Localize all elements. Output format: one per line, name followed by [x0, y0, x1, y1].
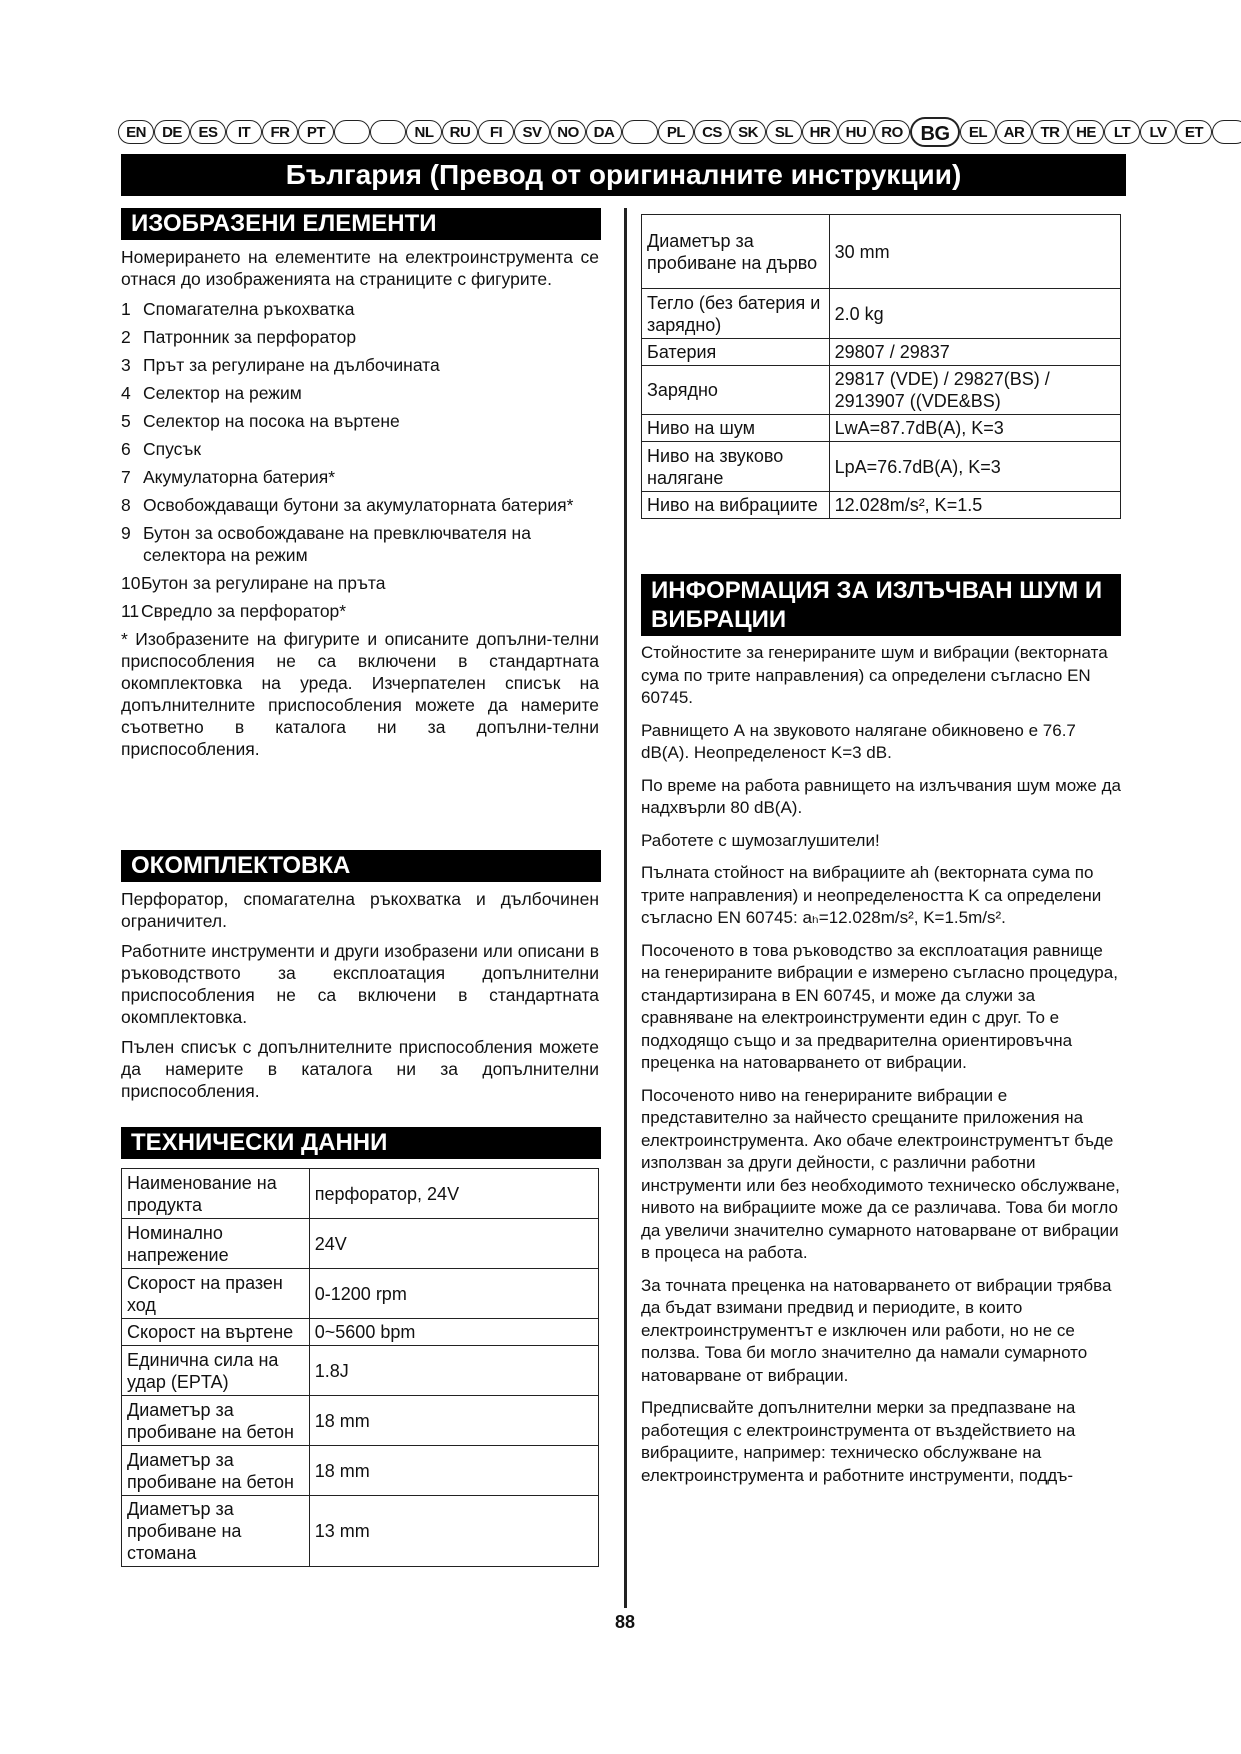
language-tab-nl[interactable]: NL	[406, 120, 442, 144]
page-number: 88	[614, 1612, 636, 1632]
table-row	[122, 1496, 599, 1567]
table-row	[122, 1346, 599, 1396]
section-heading-noise: ИНФОРМАЦИЯ ЗА ИЗЛЪЧВАН ШУМ И ВИБРАЦИИ	[641, 574, 1121, 636]
list-item	[121, 326, 599, 348]
language-tab-el[interactable]: EL	[960, 120, 996, 144]
language-tab-da[interactable]: DA	[586, 120, 622, 144]
spec-value: 24V	[309, 1219, 598, 1269]
item-number: 2	[121, 327, 131, 347]
item-text: Спомагателна ръкохватка	[143, 299, 355, 319]
language-tab-lt[interactable]: LT	[1104, 120, 1140, 144]
language-tab-ro[interactable]: RO	[874, 120, 910, 144]
list-item	[121, 298, 599, 320]
spec-label: Ниво на шум	[642, 415, 830, 442]
item-text: Патронник за перфоратор	[143, 327, 357, 347]
elements-list	[121, 298, 599, 622]
language-tab-blank[interactable]	[622, 120, 658, 144]
list-item	[121, 410, 599, 432]
kit-paragraph: Перфоратор, спомагателна ръкохватка и дълбочинен ограничител.	[121, 889, 599, 931]
language-tab-it[interactable]: IT	[226, 120, 262, 144]
spec-label: Наименование на продукта	[122, 1169, 310, 1219]
language-tab-fi[interactable]: FI	[478, 120, 514, 144]
language-tab-blank[interactable]	[334, 120, 370, 144]
spec-value: 30 mm	[829, 215, 1120, 289]
item-number: 8	[121, 495, 131, 515]
column-divider	[624, 208, 627, 1608]
language-tab-lv[interactable]: LV	[1140, 120, 1176, 144]
tech-table-right	[641, 214, 1121, 519]
list-item	[121, 466, 599, 488]
language-tab-sk[interactable]: SK	[730, 120, 766, 144]
item-text: Бутон за регулиране на пръта	[141, 573, 386, 593]
item-text: Селектор на посока на въртене	[143, 411, 400, 431]
spec-label: Батерия	[642, 339, 830, 366]
language-tab-pl[interactable]: PL	[658, 120, 694, 144]
spec-label: Тегло (без батерия и зарядно)	[642, 289, 830, 339]
language-tab-he[interactable]: HE	[1068, 120, 1104, 144]
elements-block	[121, 246, 599, 768]
spec-label: Ниво на вибрациите	[642, 492, 830, 519]
noise-paragraph: Равнището А на звуковото налягане обикновено е 76.7 dB(A). Неопределеност K=3 dB.	[641, 720, 1076, 762]
list-item	[121, 522, 599, 566]
language-tab-es[interactable]: ES	[190, 120, 226, 144]
spec-label: Номинално напрежение	[122, 1219, 310, 1269]
item-number: 3	[121, 355, 131, 375]
item-number: 9	[121, 523, 131, 543]
list-item	[121, 572, 599, 594]
spec-value: 0~5600 bpm	[309, 1319, 598, 1346]
item-text: Спусък	[143, 439, 202, 459]
kit-paragraph: Работните инструменти и други изобразени или описани в ръководството за експлоатация допълнителни приспособления не са включени в стандартната окомплектовка.	[121, 941, 599, 1027]
table-row	[122, 1446, 599, 1496]
item-number: 11	[121, 601, 140, 621]
language-tab-no[interactable]: NO	[550, 120, 586, 144]
table-row	[122, 1319, 599, 1346]
spec-value: 13 mm	[309, 1496, 598, 1567]
item-number: 7	[121, 467, 131, 487]
language-tab-hu[interactable]: HU	[838, 120, 874, 144]
list-item	[121, 438, 599, 460]
language-tab-sl[interactable]: SL	[766, 120, 802, 144]
list-item	[121, 494, 599, 516]
item-number: 5	[121, 411, 131, 431]
noise-paragraph: Посоченото в това ръководство за експлоатация равнище на генерираните вибрации е измерено съгласно процедура, стандартизирана в EN 60745, и може да служи за сравняване на електроинструменти един с друг. То е подходящо също и за предварителна ориентировъчна преценка на натоварването от вибрации.	[641, 940, 1118, 1072]
kit-block	[121, 888, 599, 1110]
language-tab-pt[interactable]: PT	[298, 120, 334, 144]
table-row	[122, 1396, 599, 1446]
section-heading-elements: ИЗОБРАЗЕНИ ЕЛЕМЕНТИ	[121, 208, 601, 240]
language-tab-bg[interactable]: BG	[910, 117, 960, 147]
language-bar	[118, 118, 1204, 148]
spec-label: Диаметър за пробиване на бетон	[122, 1446, 310, 1496]
list-item	[121, 600, 599, 622]
spec-label: Диаметър за пробиване на бетон	[122, 1396, 310, 1446]
item-text: Бутон за освобождаване на превключвателя на селектора на режим	[143, 523, 531, 565]
section-heading-kit: ОКОМПЛЕКТОВКА	[121, 850, 601, 882]
item-text: Прът за регулиране на дълбочината	[143, 355, 440, 375]
language-tab-de[interactable]: DE	[154, 120, 190, 144]
spec-value: 1.8J	[309, 1346, 598, 1396]
noise-paragraph: Предписвайте допълнителни мерки за предпазване на работещия с електроинструмента от въздействието на вибрациите, например: техническо обслужване на електроинструмента и работните инструменти, поддъ-	[641, 1398, 1076, 1485]
language-tab-ar[interactable]: AR	[996, 120, 1032, 144]
noise-paragraph: Стойностите за генерираните шум и вибрации (векторната сума по трите направления) са определени съгласно EN 60745.	[641, 643, 1108, 707]
item-number: 1	[121, 299, 131, 319]
spec-value: 18 mm	[309, 1396, 598, 1446]
table-row	[642, 415, 1121, 442]
spec-label: Диаметър за пробиване на дърво	[642, 215, 830, 289]
item-number: 6	[121, 439, 131, 459]
spec-value: перфоратор, 24V	[309, 1169, 598, 1219]
table-row	[122, 1169, 599, 1219]
spec-label: Ниво на звуково налягане	[642, 442, 830, 492]
spec-label: Зарядно	[642, 366, 830, 415]
noise-paragraph: Посоченото ниво на генерираните вибрации е представително за найчесто срещаните приложения на електроинструмента. Ако обаче електроинструментът бъде използван за други дейности, с различни работни инструменти или без необходимото техническо обслужване, нивото на вибрациите може да се различава. Това би могло да увеличи значително сумарното натоварване от вибрации в процеса на работа.	[641, 1085, 1120, 1262]
noise-paragraph: Пълната стойност на вибрациите ah (векторната сума по трите направления) и неопределеността K са определени съгласно EN 60745: aₕ=12.028m/s², K=1.5m/s².	[641, 863, 1102, 927]
item-text: Свредло за перфоратор*	[141, 601, 347, 621]
language-tab-et[interactable]: ET	[1176, 120, 1212, 144]
noise-paragraph: Работете с шумозаглушители!	[641, 830, 880, 850]
list-item	[121, 354, 599, 376]
spec-label: Единична сила на удар (EPTA)	[122, 1346, 310, 1396]
language-tab-tr[interactable]: TR	[1032, 120, 1068, 144]
language-tab-blank[interactable]	[1212, 120, 1241, 144]
spec-value: 0-1200 rpm	[309, 1269, 598, 1319]
list-item	[121, 382, 599, 404]
noise-paragraph: По време на работа равнището на излъчвания шум може да надхвърли 80 dB(A).	[641, 775, 1121, 817]
language-tab-sv[interactable]: SV	[514, 120, 550, 144]
language-tab-blank[interactable]	[370, 120, 406, 144]
language-tab-en[interactable]: EN	[118, 120, 154, 144]
table-row	[642, 215, 1121, 289]
table-row	[642, 442, 1121, 492]
spec-value: 2.0 kg	[829, 289, 1120, 339]
language-tab-ru[interactable]: RU	[442, 120, 478, 144]
spec-value: 18 mm	[309, 1446, 598, 1496]
spec-label: Скорост на празен ход	[122, 1269, 310, 1319]
spec-value: 29817 (VDE) / 29827(BS) / 2913907 ((VDE&BS)	[829, 366, 1120, 415]
page-title: България (Превод от оригиналните инструкции)	[121, 154, 1126, 196]
noise-block	[641, 642, 1123, 1497]
spec-label: Диаметър за пробиване на стомана	[122, 1496, 310, 1567]
item-text: Акумулаторна батерия*	[143, 467, 336, 487]
table-row	[642, 366, 1121, 415]
table-row	[642, 492, 1121, 519]
language-tab-fr[interactable]: FR	[262, 120, 298, 144]
item-number: 4	[121, 383, 131, 403]
elements-intro: Номерирането на елементите на електроинструмента се отнася до изображенията на страниците с фигурите.	[121, 247, 599, 289]
spec-value: 12.028m/s², K=1.5	[829, 492, 1120, 519]
language-tab-cs[interactable]: CS	[694, 120, 730, 144]
table-row	[642, 289, 1121, 339]
noise-paragraph: За точната преценка на натоварването от вибрации трябва да бъдат взимани предвид и периодите, в които електроинструментът е изключен или работи, но не се ползва. Това би могло значително да намали сумарното натоварване от вибрации.	[641, 1275, 1112, 1385]
language-tab-hr[interactable]: HR	[802, 120, 838, 144]
table-row	[122, 1269, 599, 1319]
section-heading-tech: ТЕХНИЧЕСКИ ДАННИ	[121, 1127, 601, 1159]
table-row	[642, 339, 1121, 366]
item-text: Селектор на режим	[143, 383, 302, 403]
spec-value: 29807 / 29837	[829, 339, 1120, 366]
elements-note: * Изобразените на фигурите и описаните допълни-телни приспособления не са включени в стандартната окомплектовка на уреда. Изчерпателен списък на допълнителните приспособления можете да намерите съответно в каталога ни за допълни-телни приспособления.	[121, 629, 599, 759]
table-row	[122, 1219, 599, 1269]
tech-table-left	[121, 1168, 599, 1567]
kit-paragraph: Пълен списък с допълнителните приспособления можете да намерите в каталога ни за допълнителни приспособления.	[121, 1037, 599, 1101]
spec-label: Скорост на въртене	[122, 1319, 310, 1346]
item-number: 10	[121, 573, 141, 593]
spec-value: LpA=76.7dB(A), K=3	[829, 442, 1120, 492]
spec-value: LwA=87.7dB(A), K=3	[829, 415, 1120, 442]
item-text: Освобождаващи бутони за акумулаторната батерия*	[143, 495, 574, 515]
